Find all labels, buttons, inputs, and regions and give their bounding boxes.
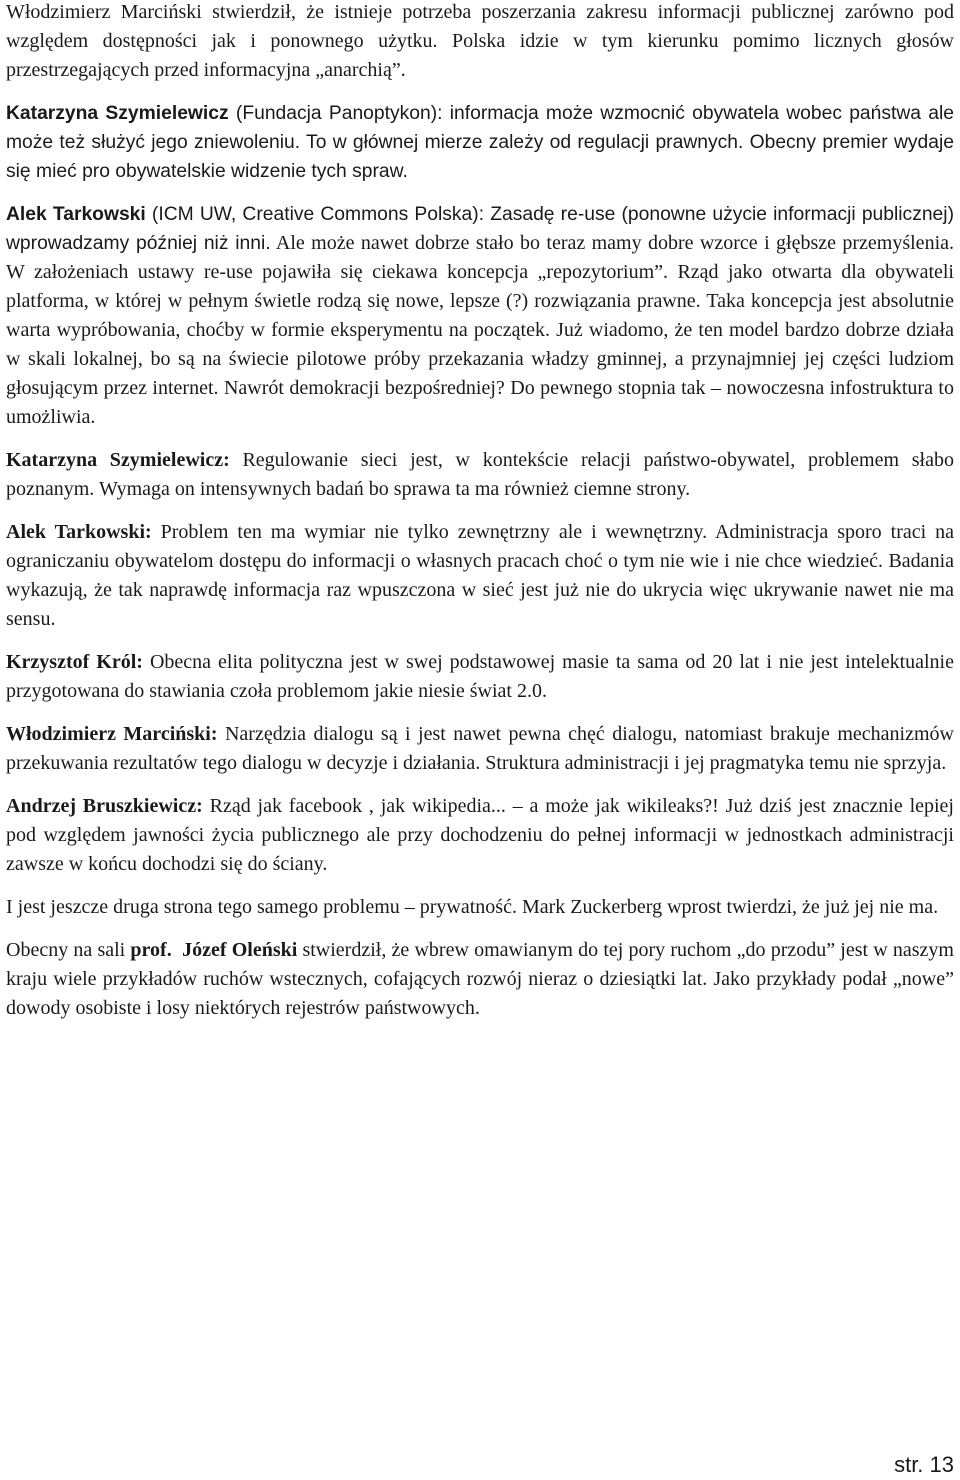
paragraph <box>6 0 954 85</box>
paragraph-text: Włodzimierz Marciński stwierdził, że istnieje potrzeba poszerzania zakresu informacji publicznej zarówno pod względem dostępności jak i ponownego użytku. Polska idzie w tym kierunku pomimo licznych głosów przestrzegających przed informacyjna „anarchią”. <box>6 1 954 81</box>
paragraph <box>6 893 954 922</box>
speaker-name: prof. Józef Oleński <box>130 939 298 961</box>
paragraph-text: Problem ten ma wymiar nie tylko zewnętrzny ale i wewnętrzny. Administracja sporo traci na ograniczaniu obywatelom dostępu do informacji o własnych pracach choć o tym nie wie i nie chce wiedzieć. Badania wykazują, że tak naprawdę informacja raz wpuszczona w sieć jest już nie do ukrycia więc ukrywanie nawet nie ma sensu. <box>6 521 955 630</box>
page-number: str. 13 <box>894 1452 954 1477</box>
paragraph-text: I jest jeszcze druga strona tego samego problemu – prywatność. Mark Zuckerberg wprost twierdzi, że już jej nie ma. <box>6 896 939 918</box>
paragraph <box>6 648 954 706</box>
speaker-name: Alek Tarkowski <box>6 204 146 225</box>
paragraph <box>6 446 954 504</box>
paragraph-text: Regulowanie sieci jest, w kontekście relacji państwo-obywatel, problemem słabo poznanym. Wymaga on intensywnych badań bo sprawa ta ma również ciemne strony. <box>6 449 954 500</box>
speaker-name: Andrzej Bruszkiewicz: <box>6 795 203 817</box>
document-body <box>6 0 954 1037</box>
paragraph-text: Rząd jak facebook , jak wikipedia... – a może jak wikileaks?! Już dziś jest znacznie lepiej pod względem jawności życia publicznego ale przy dochodzeniu do pełnej informacji w jednostkach administracji zawsze w końcu dochodzi się do ściany. <box>6 795 954 875</box>
speaker-name: Katarzyna Szymielewicz <box>6 103 229 124</box>
paragraph-text: Narzędzia dialogu są i jest nawet pewna chęć dialogu, natomiast brakuje mechanizmów przekuwania rezultatów tego dialogu w decyzje i działania. Struktura administracji i jej pragmatyka temu nie sprzyja. <box>6 723 954 774</box>
paragraph-text: Obecny na sali <box>6 939 131 961</box>
paragraph <box>6 518 954 634</box>
speaker-name: Alek Tarkowski: <box>6 521 152 543</box>
paragraph-text: (Fundacja Panoptykon): informacja może wzmocnić obywatela wobec państwa ale może też służyć jego zniewoleniu. To w głównej mierze zależy od regulacji prawnych. Obecny premier wydaje się mieć pro obywatelskie widzenie tych spraw. <box>6 103 954 182</box>
speaker-name: Katarzyna Szymielewicz: <box>6 449 230 471</box>
speaker-name: Krzysztof Król: <box>6 651 143 673</box>
speaker-name: Włodzimierz Marciński: <box>6 723 218 745</box>
paragraph-text: stwierdził, że wbrew omawianym do tej pory ruchom „do przodu” jest w naszym kraju wiele przykładów ruchów wstecznych, cofających rozwój nieraz o dziesiątki lat. Jako przykłady podał „nowe” dowody osobiste i losy niektórych rejestrów państwowych. <box>6 939 954 1019</box>
paragraph-text: Ale może nawet dobrze stało bo teraz mamy dobre wzorce i głębsze przemyślenia. W założeniach ustawy re-use pojawiła się ciekawa koncepcja „repozytorium”. Rząd jako otwarta dla obywateli platforma, w której w pełnym świetle rodzą się nowe, lepsze (?) rozwiązania prawne. Taka koncepcja jest absolutnie warta wypróbowania, choćby w formie eksperymentu na początek. Już wiadomo, że ten model bardzo dobrze działa w skali lokalnej, bo są na świecie pilotowe próby przekazania władzy gminnej, a przynajmniej jej części ludziom głosującym przez internet. Nawrót demokracji bezpośredniej? Do pewnego stopnia tak – nowoczesna infostruktura to umożliwia. <box>6 232 954 428</box>
paragraph <box>6 720 954 778</box>
paragraph <box>6 200 954 432</box>
paragraph <box>6 792 954 879</box>
paragraph <box>6 936 954 1023</box>
paragraph-text: Obecna elita polityczna jest w swej podstawowej masie ta sama od 20 lat i nie jest intelektualnie przygotowana do stawiania czoła problemom jakie niesie świat 2.0. <box>6 651 954 702</box>
paragraph-text: (ICM UW, Creative Commons Polska): Zasadę re-use (ponowne użycie informacji publicznej) wprowadzamy później niż inni. <box>6 204 954 254</box>
paragraph <box>6 99 954 186</box>
